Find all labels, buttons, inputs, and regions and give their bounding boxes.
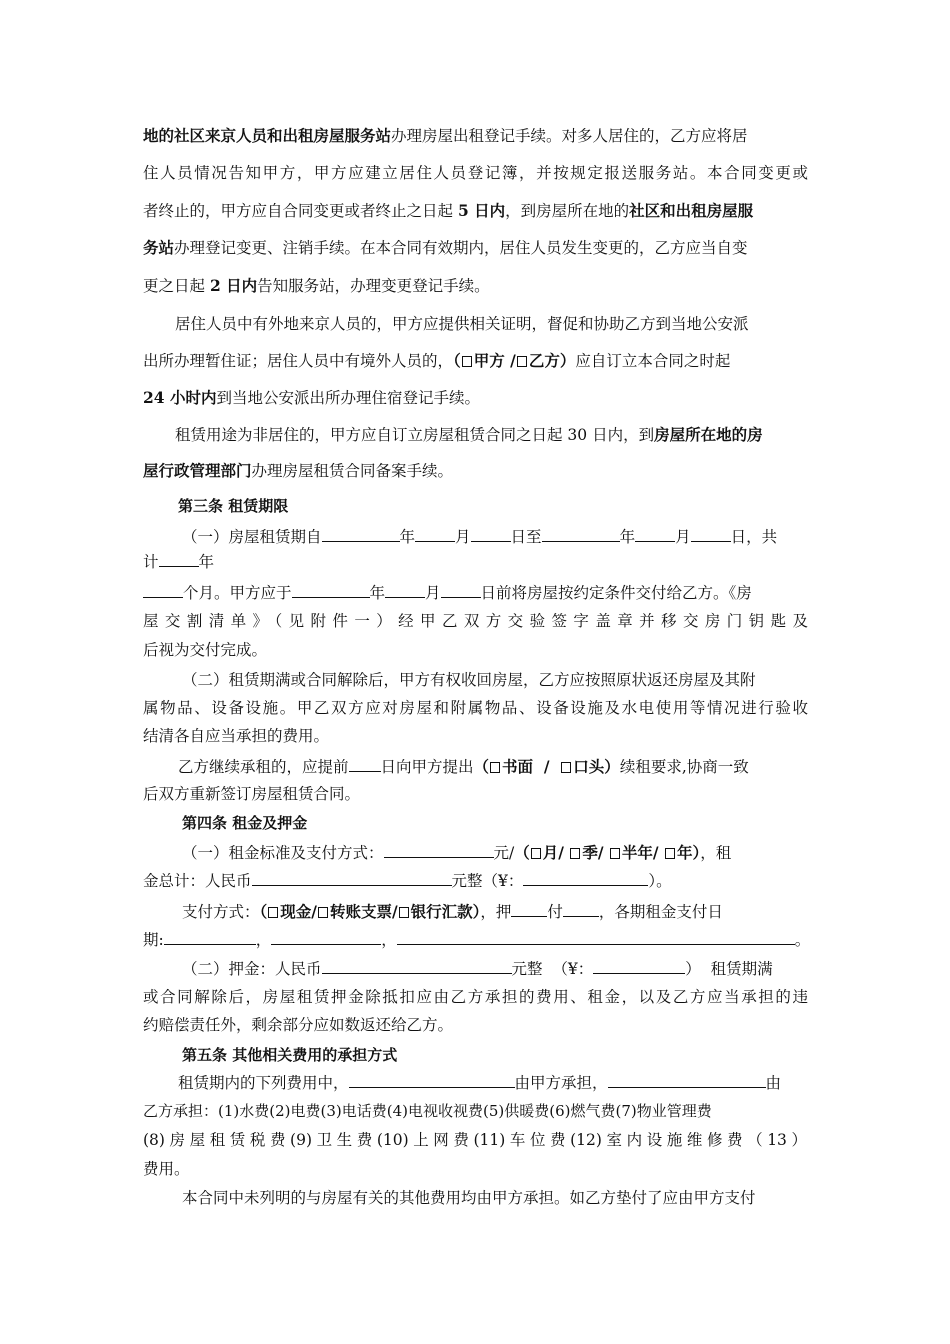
text-span: 出所办理暂住证；居住人员中有境外人员的， [143, 352, 454, 370]
text-span: 由甲方承担， [514, 1074, 608, 1092]
bold-text: 乙方） [528, 351, 576, 370]
text-span: 个月。甲方应于 [183, 584, 292, 602]
text-line: 住人员情况告知甲方，甲方应建立居住人员登记簿，并按规定报送服务站。本合同变更或 [143, 164, 808, 182]
text-span: 年 [369, 584, 386, 602]
text-line [182, 842, 808, 863]
text-span: 元整 （¥： [511, 960, 594, 978]
bold-text: 5 日内 [457, 201, 506, 220]
text-span: 支付方式： [182, 903, 260, 921]
text-span: 者终止的，甲方应自合同变更或者终止之日起 [143, 202, 458, 220]
text-span: （一）房屋租赁期自 [182, 528, 322, 546]
bold-text: 屋行政管理部门 [143, 461, 252, 480]
blank-field[interactable] [608, 1072, 766, 1088]
blank-field[interactable] [349, 756, 381, 772]
bold-text: 年） [676, 843, 701, 862]
text-span: 办理房屋租赁合同备案手续。 [251, 462, 454, 480]
blank-field[interactable] [635, 526, 675, 542]
text-line [182, 958, 808, 979]
blank-field[interactable] [271, 929, 381, 945]
text-line: 居住人员中有外地来京人员的，甲方应提供相关证明，督促和协助乙方到当地公安派 [175, 315, 749, 333]
text-line: 后双方重新签订房屋租赁合同。 [143, 785, 361, 803]
text-span: ，各期租金支付日 [598, 903, 723, 921]
text-span: 月 [425, 584, 441, 602]
blank-field[interactable] [691, 526, 731, 542]
text-span: 更之日起 [143, 277, 210, 295]
text-span: 月 [455, 528, 471, 546]
text-line [178, 756, 808, 777]
text-span: 日向甲方提出 [380, 758, 474, 776]
text-span: （一）租金标准及支付方式： [182, 844, 384, 862]
text-span: 租赁期内的下列费用中， [178, 1074, 349, 1092]
blank-field[interactable] [542, 526, 620, 542]
text-span: ， [255, 931, 272, 949]
text-span: 乙方继续承租的，应提前 [178, 758, 349, 776]
checkbox-icon[interactable] [517, 356, 527, 367]
section-heading: 第三条 租赁期限 [178, 497, 289, 515]
text-line [143, 551, 808, 572]
text-line: 约赔偿责任外，剩余部分应如数返还给乙方。 [143, 1016, 454, 1034]
checkbox-icon[interactable] [665, 848, 675, 859]
bold-text: 务站 [143, 238, 175, 257]
text-span: ，租 [700, 844, 732, 862]
text-line [143, 929, 815, 950]
checkbox-icon[interactable] [610, 848, 620, 859]
blank-field[interactable] [511, 901, 547, 917]
bold-text: 季/ [582, 843, 609, 862]
text-span: 日至 [510, 528, 542, 546]
text-line: （二）租赁期满或合同解除后，甲方有权收回房屋，乙方应按照原状返还房屋及其附 [182, 671, 756, 689]
blank-field[interactable] [563, 901, 599, 917]
checkbox-icon[interactable] [570, 848, 580, 859]
text-span: 应自订立本合同之时起 [575, 352, 731, 370]
text-line [175, 425, 808, 445]
text-line: 费用。 [143, 1160, 190, 1178]
blank-field[interactable] [349, 1072, 515, 1088]
text-span: 日前将房屋按约定条件交付给乙方。《房 [480, 584, 752, 602]
blank-field[interactable] [385, 582, 425, 598]
text-line: 或合同解除后，房屋租赁押金除抵扣应由乙方承担的费用、租金，以及乙方应当承担的违 [143, 988, 808, 1006]
text-line [143, 201, 808, 221]
blank-field[interactable] [523, 870, 648, 886]
text-line [143, 276, 808, 296]
checkbox-icon[interactable] [490, 762, 500, 773]
section-heading: 第四条 租金及押金 [182, 814, 308, 832]
text-span: 。 [794, 931, 811, 949]
text-span: （二）押金：人民币 [182, 960, 322, 978]
bold-text: 书面 / [502, 757, 561, 776]
blank-field[interactable] [415, 526, 455, 542]
section-heading: 第五条 其他相关费用的承担方式 [182, 1046, 398, 1064]
text-span: 由 [765, 1074, 782, 1092]
blank-field[interactable] [471, 526, 511, 542]
text-span: 租赁用途为非居住的，甲方应自订立房屋租赁合同之日起 30 日内，到 [175, 426, 655, 444]
blank-field[interactable] [441, 582, 481, 598]
text-line [178, 1072, 808, 1093]
blank-field[interactable] [322, 958, 512, 974]
bold-text: （ [259, 902, 268, 921]
checkbox-icon[interactable] [318, 907, 328, 918]
text-line [182, 901, 808, 922]
blank-field[interactable] [322, 526, 400, 542]
checkbox-icon[interactable] [531, 848, 541, 859]
text-line [143, 388, 808, 408]
text-line: 后视为交付完成。 [143, 641, 268, 659]
text-span: 期: [143, 931, 164, 949]
text-span: ） 租赁期满 [685, 960, 773, 978]
text-line: 属物品、设备设施。甲乙双方应对房屋和附属物品、设备设施及水电使用等情况进行验收 [143, 699, 808, 717]
bold-text: 地的社区来京人员和出租房屋服务站 [143, 126, 392, 145]
blank-field[interactable] [143, 582, 183, 598]
text-span: 年 [198, 553, 215, 571]
bold-text: 24 小时内 [143, 388, 217, 407]
text-span: ， [381, 931, 397, 949]
checkbox-icon[interactable] [561, 762, 571, 773]
text-line: 屋交割清单》（见附件一）经甲乙双方交验签字盖章并移交房门钥匙及 [143, 612, 808, 630]
blank-field[interactable] [397, 929, 795, 945]
checkbox-icon[interactable] [462, 356, 472, 367]
text-line: (8)房屋租赁税费(9)卫生费(10)上网费(11)车位费(12)室内设施维修费（13） [143, 1131, 807, 1149]
bold-text: 转账支票/ [329, 902, 398, 921]
blank-field[interactable] [252, 870, 452, 886]
text-line: 乙方承担：(1)水费(2)电费(3)电话费(4)电视收视费(5)供暖费(6)燃气费(7)物业管理费 [143, 1102, 712, 1120]
text-span: 元整（¥： [451, 872, 524, 890]
text-line [143, 126, 808, 146]
text-span: ，押 [480, 903, 512, 921]
checkbox-icon[interactable] [268, 907, 278, 918]
text-line: 本合同中未列明的与房屋有关的其他费用均由甲方承担。如乙方垫付了应由甲方支付 [182, 1189, 756, 1207]
text-span: 金总计：人民币 [143, 872, 252, 890]
blank-field[interactable] [384, 842, 494, 858]
text-span: 告知服务站，办理变更登记手续。 [257, 277, 490, 295]
bold-text: （ [453, 351, 461, 370]
text-line [182, 526, 808, 547]
text-line [143, 351, 808, 371]
text-line: 结清各自应当承担的费用。 [143, 727, 330, 745]
bold-text: 月/ [542, 843, 570, 862]
text-line [143, 582, 808, 603]
text-span: 年 [619, 528, 636, 546]
text-span: ）。 [648, 872, 672, 890]
bold-text: 半年/ [621, 843, 664, 862]
bold-text: 房屋所在地的房 [654, 425, 763, 444]
text-line [143, 238, 808, 258]
text-span: ，到房屋所在地的 [505, 202, 630, 220]
text-span: 办理房屋出租登记手续。对多人居住的，乙方应将居 [391, 127, 748, 145]
text-span: 付 [547, 903, 563, 921]
bold-text: 2 日内 [209, 276, 258, 295]
bold-text: 社区和出租房屋服 [629, 201, 754, 220]
bold-text: 现金/ [280, 902, 317, 921]
bold-text: 甲方 / [473, 351, 516, 370]
text-span: 计 [143, 553, 159, 571]
bold-text: 银行汇款） [410, 902, 481, 921]
text-line [143, 461, 808, 481]
text-span: 日，共 [730, 528, 778, 546]
text-span: 办理登记变更、注销手续。在本合同有效期内，居住人员发生变更的，乙方应当自变 [174, 239, 748, 257]
blank-field[interactable] [164, 929, 256, 945]
bold-text: 口头） [573, 757, 620, 776]
bold-text: （ [473, 757, 490, 776]
blank-field[interactable] [292, 582, 370, 598]
checkbox-icon[interactable] [399, 907, 409, 918]
text-span: 续租要求,协商一致 [619, 758, 749, 776]
text-line [143, 870, 808, 891]
blank-field[interactable] [593, 958, 685, 974]
text-span: 元/ [493, 844, 515, 862]
text-span: 月 [675, 528, 691, 546]
text-span: 到当地公安派出所办理住宿登记手续。 [216, 389, 480, 407]
text-span: 年 [399, 528, 416, 546]
blank-field[interactable] [159, 551, 199, 567]
bold-text: （ [514, 843, 530, 862]
